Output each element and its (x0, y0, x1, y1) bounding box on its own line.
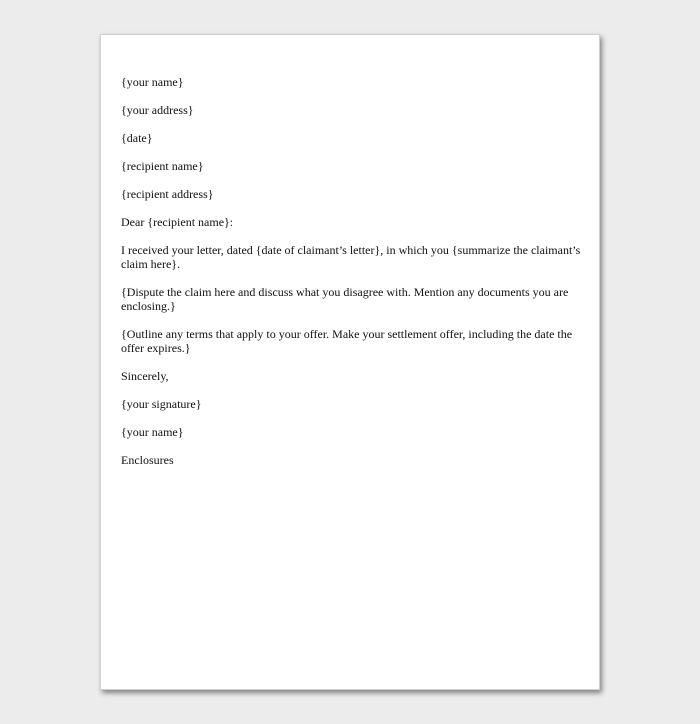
sender-address: {your address} (121, 103, 194, 117)
salutation: Dear {recipient name}: (121, 215, 234, 229)
enclosures: Enclosures (121, 453, 174, 467)
paragraph-3: {Outline any terms that apply to your offer. Make your settlement offer, including the date the offer expires.} (121, 327, 573, 355)
letter-body (121, 75, 581, 481)
paragraph-2: {Dispute the claim here and discuss what you disagree with. Mention any documents you are enclosing.} (121, 285, 569, 313)
paragraph-1: I received your letter, dated {date of claimant’s letter}, in which you {summarize the claimant’s claim here}. (121, 243, 581, 271)
signature: {your signature} (121, 397, 202, 411)
document-page (100, 34, 600, 690)
recipient-name: {recipient name} (121, 159, 204, 173)
closing: Sincerely, (121, 369, 169, 383)
recipient-address: {recipient address} (121, 187, 214, 201)
sender-name: {your name} (121, 75, 184, 89)
signer-name: {your name} (121, 425, 184, 439)
letter-date: {date} (121, 131, 153, 145)
